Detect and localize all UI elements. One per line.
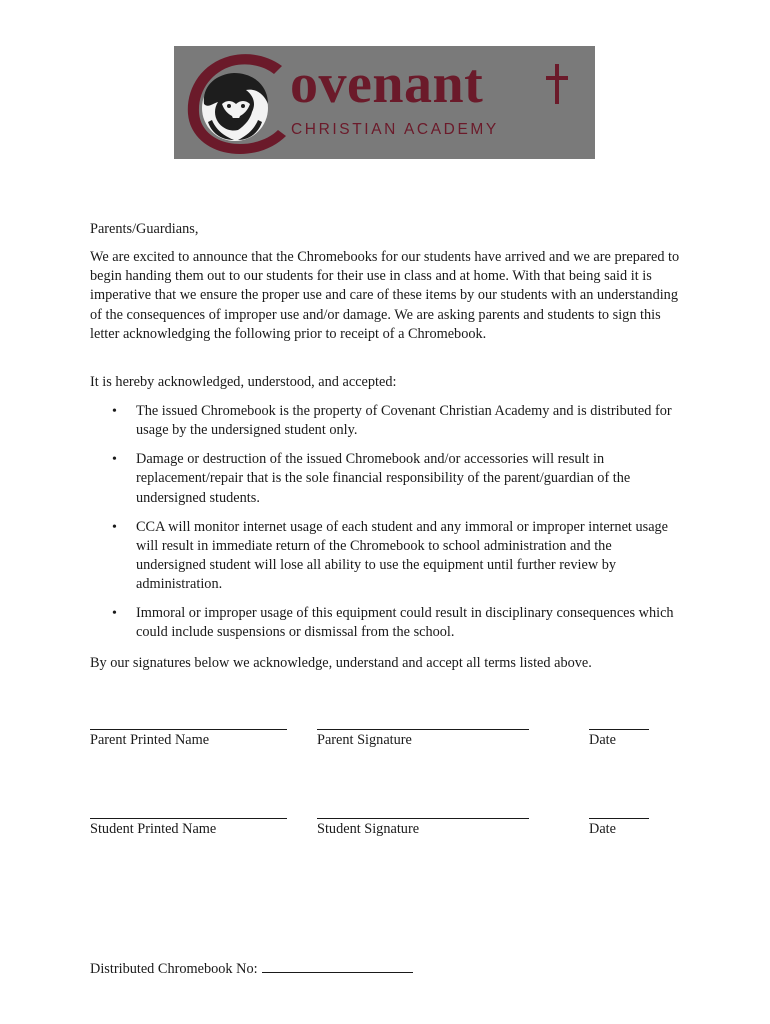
- parent-date-line[interactable]: [589, 710, 649, 730]
- logo-wordmark: ovenant: [290, 53, 484, 115]
- student-date-label: Date: [589, 821, 616, 837]
- list-item: • The issued Chromebook is the property of Covenant Christian Academy and is distributed for usage by the undersigned student only.: [112, 403, 672, 439]
- logo-subtitle: CHRISTIAN ACADEMY: [291, 121, 499, 138]
- intro-paragraph: We are excited to announce that the Chromebooks for our students have arrived and we are prepared to begin handing them out to our students for their use in class and at home. With that being said it is imperative that we ensure the proper use and care of these items by our students with an understanding of the consequences of improper use and/or damage. We are asking parents and students to sign this letter acknowledging the following prior to receipt of a Chromebook.: [90, 249, 680, 342]
- student-signature-label: Student Signature: [317, 821, 420, 837]
- student-date-line[interactable]: [589, 799, 649, 819]
- list-item: • Immoral or improper usage of this equipment could result in disciplinary consequences which could include suspensions or dismissal from the school.: [112, 605, 674, 641]
- bullet-icon: •: [112, 606, 117, 622]
- bullet-icon: •: [112, 519, 117, 535]
- bullet-icon: •: [112, 452, 117, 468]
- list-item: • Damage or destruction of the issued Chromebook and/or accessories will result in replacement/repair that is the sole financial responsibility of the parent/guardian of the undersigned students.: [112, 451, 631, 506]
- closing-statement: By our signatures below we acknowledge, understand and accept all terms listed above.: [90, 655, 592, 671]
- student-printed-name-label: Student Printed Name: [90, 821, 217, 837]
- list-item: • CCA will monitor internet usage of each student and any immoral or improper internet usage will result in immediate return of the Chromebook to school administration and the undersigned student will lose all ability to use the equipment until further review by administration.: [112, 518, 669, 593]
- parent-printed-name-line[interactable]: [90, 710, 287, 730]
- acknowledgement-list: [90, 402, 682, 652]
- student-printed-name-line[interactable]: [90, 799, 287, 819]
- salutation: Parents/Guardians,: [90, 221, 199, 237]
- bullet-icon: •: [112, 404, 117, 419]
- distributed-chromebook-label: Distributed Chromebook No:: [90, 961, 258, 977]
- parent-date-label: Date: [589, 732, 616, 748]
- acknowledge-header: It is hereby acknowledged, understood, and accepted:: [90, 374, 397, 390]
- parent-signature-label: Parent Signature: [317, 732, 412, 748]
- school-logo: [174, 46, 595, 159]
- parent-printed-name-label: Parent Printed Name: [90, 732, 210, 748]
- distributed-chromebook-field: [90, 958, 413, 979]
- parent-signature-line[interactable]: [317, 710, 529, 730]
- student-signature-line[interactable]: [317, 799, 529, 819]
- chromebook-number-line[interactable]: [262, 958, 413, 973]
